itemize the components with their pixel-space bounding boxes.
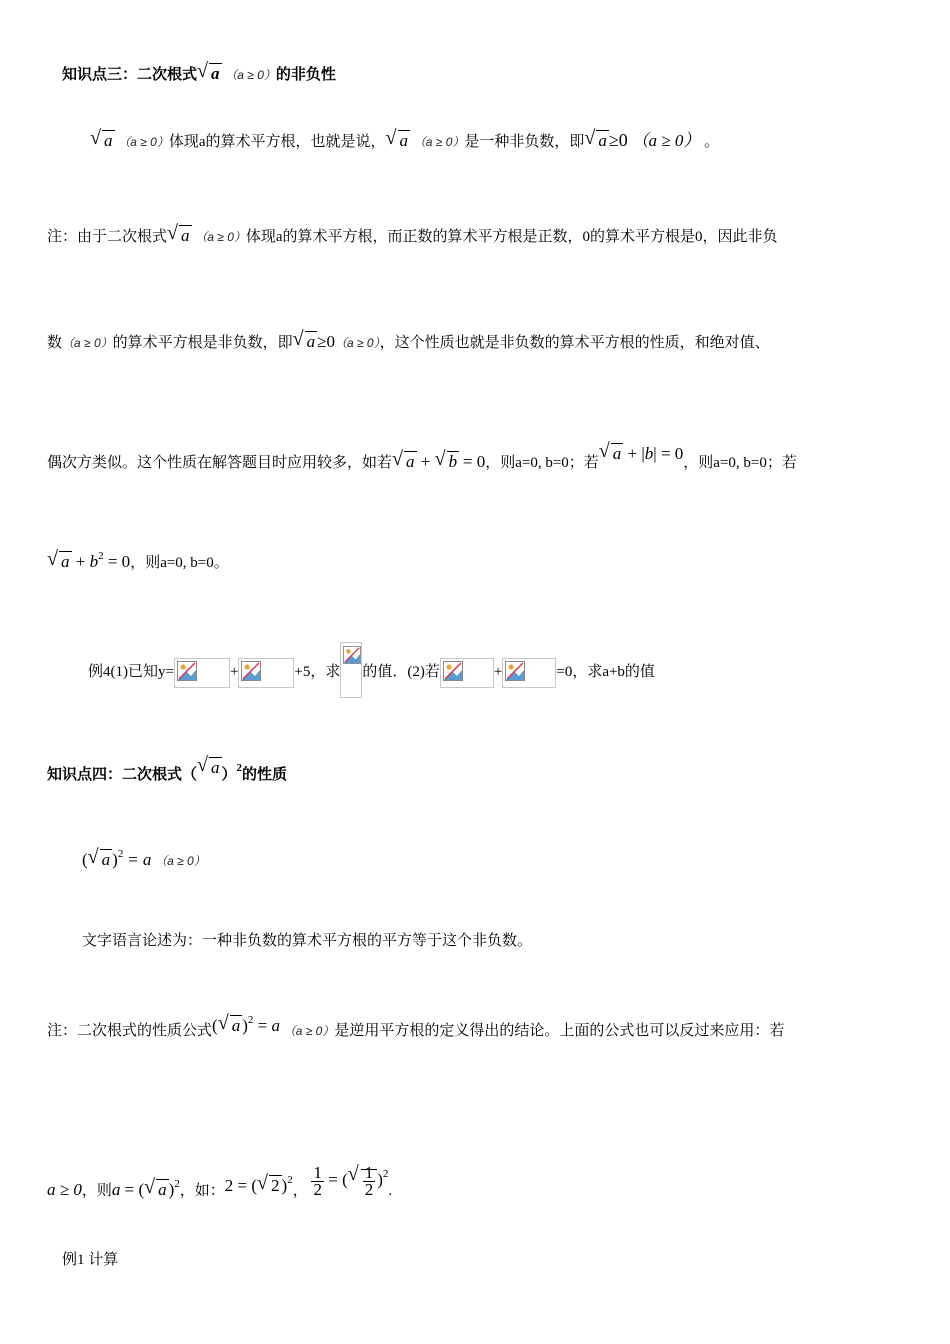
sqrt-a-formula: √ a [585,129,609,153]
condition-a-ge-0: （a ≥ 0） [155,854,206,868]
section3-title-pre: 知识点三：二次根式 [62,67,198,83]
missing-image [174,658,230,688]
text: + [229,664,239,680]
text: 是一种非负数，即 [464,134,585,150]
condition-a-ge-0: （a ≥ 0） [413,135,465,149]
missing-image [238,658,294,688]
note1-line2 [47,330,770,355]
example4-line [88,642,655,698]
text: ，则a=0, b=0；若 [683,455,797,471]
identity-formula: a = (√ a )$^2$ [112,1180,180,1199]
sqrt-b-formula: √ b [436,450,460,474]
section3-title [62,62,336,87]
formula-lhs: (√ a )$^2$ [82,850,123,869]
text: 的算术平方根是非负数，即 [112,335,293,351]
text: ， [292,1183,308,1199]
condition-a-ge-0: （a ≥ 0） [118,135,169,149]
superscript-2: 2 [236,762,243,774]
text: 注：二次根式的性质公式 [47,1023,213,1039]
sqrt-a-formula: √ a [91,129,115,153]
text: ，则a=0, b=0；若 [485,455,599,471]
missing-image [440,658,494,688]
condition-a-ge-0: （a ≥ 0） [631,131,701,150]
condition-a-ge-0: a ≥ 0 [47,1180,82,1199]
text: 的值．(2)若 [362,664,440,680]
sqrt-a-formula: √ a [600,442,624,466]
text: ，这个性质也就是非负数的算术平方根的性质，和绝对值、 [379,335,770,351]
condition-a-ge-0: （a ≥ 0） [62,336,113,350]
condition-a-ge-0: （a ≥ 0） [225,68,276,82]
note1-line3: 偶次方类似。这个性质在解答题目时应用较多，如若√ a + √ b = 0，则a=0, b=0；若√ a + |b| = 0，则a=0, b=0；若 [47,442,797,475]
formula-lhs: (√ a )$^2$ = a [212,1016,280,1035]
text: 体现a的算术平方根，也就是说， [168,134,386,150]
equals-zero: = 0 [107,552,131,571]
note2-line1 [47,1008,784,1043]
sqrt-a-formula: √ a [294,330,318,354]
formula-rhs: = a [127,850,152,869]
text: + [493,664,503,680]
sqrt-a-formula: √ a [168,224,192,248]
text: ，如： [179,1183,225,1199]
text: 偶次方类似。这个性质在解答题目时应用较多，如若 [47,455,393,471]
condition-a-ge-0: （a ≥ 0） [334,336,380,350]
statement-text: 文字语言论述为：一种非负数的算术平方根的平方等于这个非负数。 [82,933,533,949]
missing-image [502,658,556,688]
formula-square-of-root [82,842,206,873]
section3-title-post: 的非负性 [275,67,336,83]
text: ，则 [81,1183,112,1199]
sqrt-a-formula: √ a [48,550,72,574]
text: 注：由于二次根式 [47,229,168,245]
condition-a-ge-0: （a ≥ 0） [283,1024,335,1038]
text: 例4(1)已知y= [88,664,174,680]
equals-zero: = 0 [462,452,486,471]
text: +5，求 [294,664,341,680]
period: 。 [704,134,720,150]
equals-zero: = 0 [660,444,684,463]
missing-image [340,642,362,698]
ge-zero: ≥0 [608,130,628,150]
sqrt-a-formula: √ a [198,62,222,86]
sqrt-a-formula: √ a [198,756,222,780]
example1-heading: 例1 计算 [62,1252,119,1268]
sqrt-a-formula: √ a [387,129,411,153]
note1-line4: √ $a + b^2 = 0$，则a=0, b=0。 [47,544,229,575]
text: . [388,1183,393,1199]
example-sqrt2: 2 = (√ 2 )$^2$ [225,1176,293,1195]
note1-line1 [47,224,778,249]
section4-title-pre: 知识点四：二次根式（ [47,767,198,783]
text: 数 [47,335,63,351]
sqrt-a-formula: √ a [393,450,417,474]
text: ，则a=0, b=0。 [130,555,229,571]
condition-a-ge-0: （a ≥ 0） [195,230,246,244]
section4-title-mid: ） [221,767,237,783]
note2-line2 [47,1162,392,1203]
example-sqrt-half: $\frac{1}{2}$ = ( √ $\frac{1}{2}$ )$^2$ [311,1170,388,1189]
paragraph-nonnegativity [90,128,719,154]
ge-zero: ≥0 [317,332,335,351]
section4-title [47,756,287,787]
text: 是逆用平方根的定义得出的结论。上面的公式也可以反过来应用：若 [334,1023,785,1039]
text: =0，求a+b的值 [556,664,655,680]
text: 体现a的算术平方根，而正数的算术平方根是正数，0的算术平方根是0，因此非负 [245,229,778,245]
section4-title-post: 的性质 [242,767,288,783]
